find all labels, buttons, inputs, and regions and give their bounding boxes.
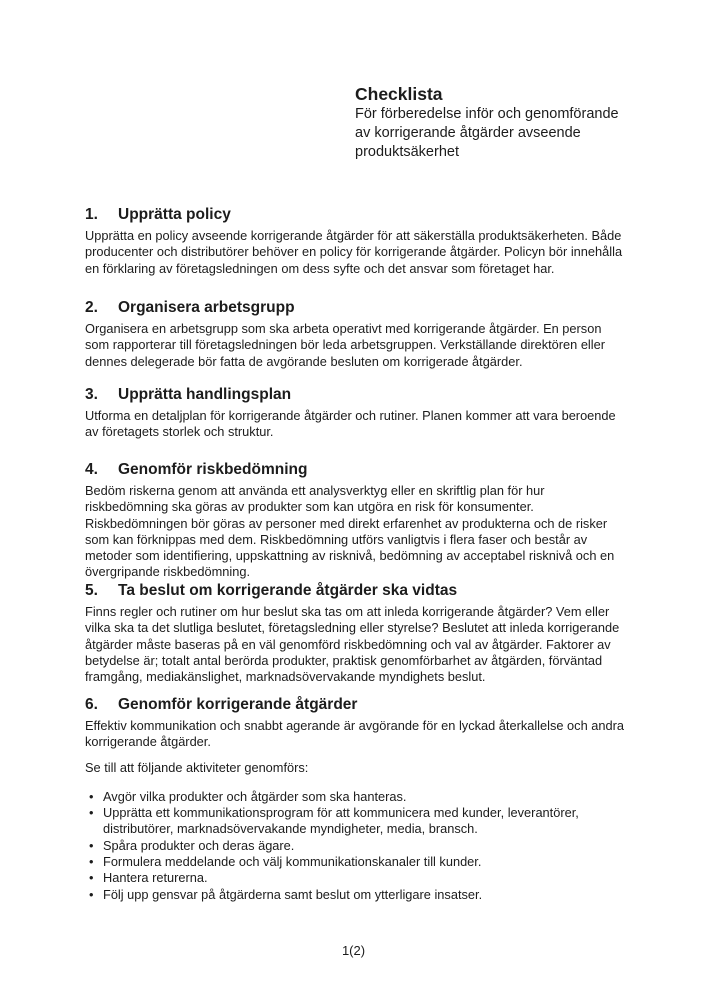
activities-intro: Se till att följande aktiviteter genomförs:: [85, 759, 309, 775]
bullet-item: • Spåra produkter och deras ägare.: [85, 838, 625, 854]
document-subtitle-line: produktsäkerhet: [355, 144, 459, 160]
section-number: 1.: [85, 206, 98, 223]
section-body: Organisera en arbetsgrupp som ska arbeta operativt med korrigerande åtgärder. En person som rapporterar till företagsledningen bör leda arbetsgruppen. Verkställande direktören eller dennes delegerade bör fatta de avgörande besluten om korrigerade åtgärder.: [85, 321, 605, 369]
section-body: Bedöm riskerna genom att använda ett analysverktyg eller en skriftlig plan för hur riskbedömning ska göras av produkter som kan utgöra en risk för konsumenter. Riskbedömningen bör göras av personer med direkt erfarenhet av produkterna och de risker som kan förknippas med dem. Riskbedömning utförs vanligtvis i flera faser och består av metoder som identifiering, uppskattning av risknivå, bedömning av acceptabel risknivå och en övergripande riskbedömning.: [85, 483, 615, 580]
document-header: [355, 84, 655, 162]
section-number: 2.: [85, 299, 98, 316]
section-ta-beslut: [85, 581, 625, 685]
section-body: Utforma en detaljplan för korrigerande åtgärder och rutiner. Planen kommer att vara beroende av företagets storlek och struktur.: [85, 408, 616, 440]
section-title: Ta beslut om korrigerande åtgärder ska vidtas: [118, 582, 458, 599]
section-genomfor-riskbedomning: [85, 460, 625, 581]
section-number: 5.: [85, 582, 98, 599]
section-organisera-arbetsgrupp: [85, 298, 625, 370]
document-subtitle-line: För förberedelse inför och genomförande: [355, 106, 619, 122]
section-heading: [85, 385, 625, 404]
bullet-item: • Avgör vilka produkter och åtgärder som ska hanteras.: [85, 789, 625, 805]
section-title: Organisera arbetsgrupp: [118, 299, 295, 316]
section-upprata-policy: [85, 205, 625, 277]
section-upprata-handlingsplan: [85, 385, 625, 441]
section-title: Genomför riskbedömning: [118, 461, 308, 478]
section-title: Upprätta policy: [118, 206, 231, 223]
bullet-item: • Hantera returerna.: [85, 870, 625, 886]
section-genomfor-korrigerande-atgarder: [85, 695, 625, 903]
section-number: 6.: [85, 696, 98, 713]
activities-bullet-list: [85, 789, 625, 903]
section-heading: [85, 695, 625, 714]
bullet-item: • Upprätta ett kommunikationsprogram för att kommunicera med kunder, leverantörer, distributörer, marknadsövervakande myndigheter, media, bransch.: [85, 805, 625, 838]
section-heading: [85, 205, 625, 224]
section-body: Upprätta en policy avseende korrigerande åtgärder för att säkerställa produktsäkerheten. Både producenter och distributörer behöver en policy för korrigerande åtgärder. Policyn bör innehålla en förklaring av företagsledningen om dess syfte och det ansvar som företaget har.: [85, 228, 623, 276]
document-subtitle: [355, 105, 655, 162]
section-heading: [85, 298, 625, 317]
document-title: Checklista: [355, 84, 443, 104]
section-body: Effektiv kommunikation och snabbt agerande är avgörande för en lyckad återkallelse och andra korrigerande åtgärder.: [85, 718, 624, 750]
section-heading: [85, 460, 625, 479]
section-title: Upprätta handlingsplan: [118, 386, 292, 403]
page-number-footer: 1(2): [341, 943, 366, 958]
section-number: 3.: [85, 386, 98, 403]
section-number: 4.: [85, 461, 98, 478]
section-heading: [85, 581, 625, 600]
document-subtitle-line: av korrigerande åtgärder avseende: [355, 125, 581, 141]
bullet-item: • Formulera meddelande och välj kommunikationskanaler till kunder.: [85, 854, 625, 870]
section-body: Finns regler och rutiner om hur beslut ska tas om att inleda korrigerande åtgärder? Vem eller vilka ska ta det slutliga beslutet, företagsledning eller styrelse? Beslutet att inleda korrigerande åtgärder måste baseras på en väl genomförd riskbedömning och val av åtgärder. Faktorer av betydelse är; totalt antal berörda produkter, praktisk genomförbarhet av åtgärden, förväntad framgång, mediakänslighet, marknadsövervakande myndighets beslut.: [85, 604, 620, 685]
bullet-item: • Följ upp gensvar på åtgärderna samt beslut om ytterligare insatser.: [85, 887, 625, 903]
section-title: Genomför korrigerande åtgärder: [118, 696, 358, 713]
